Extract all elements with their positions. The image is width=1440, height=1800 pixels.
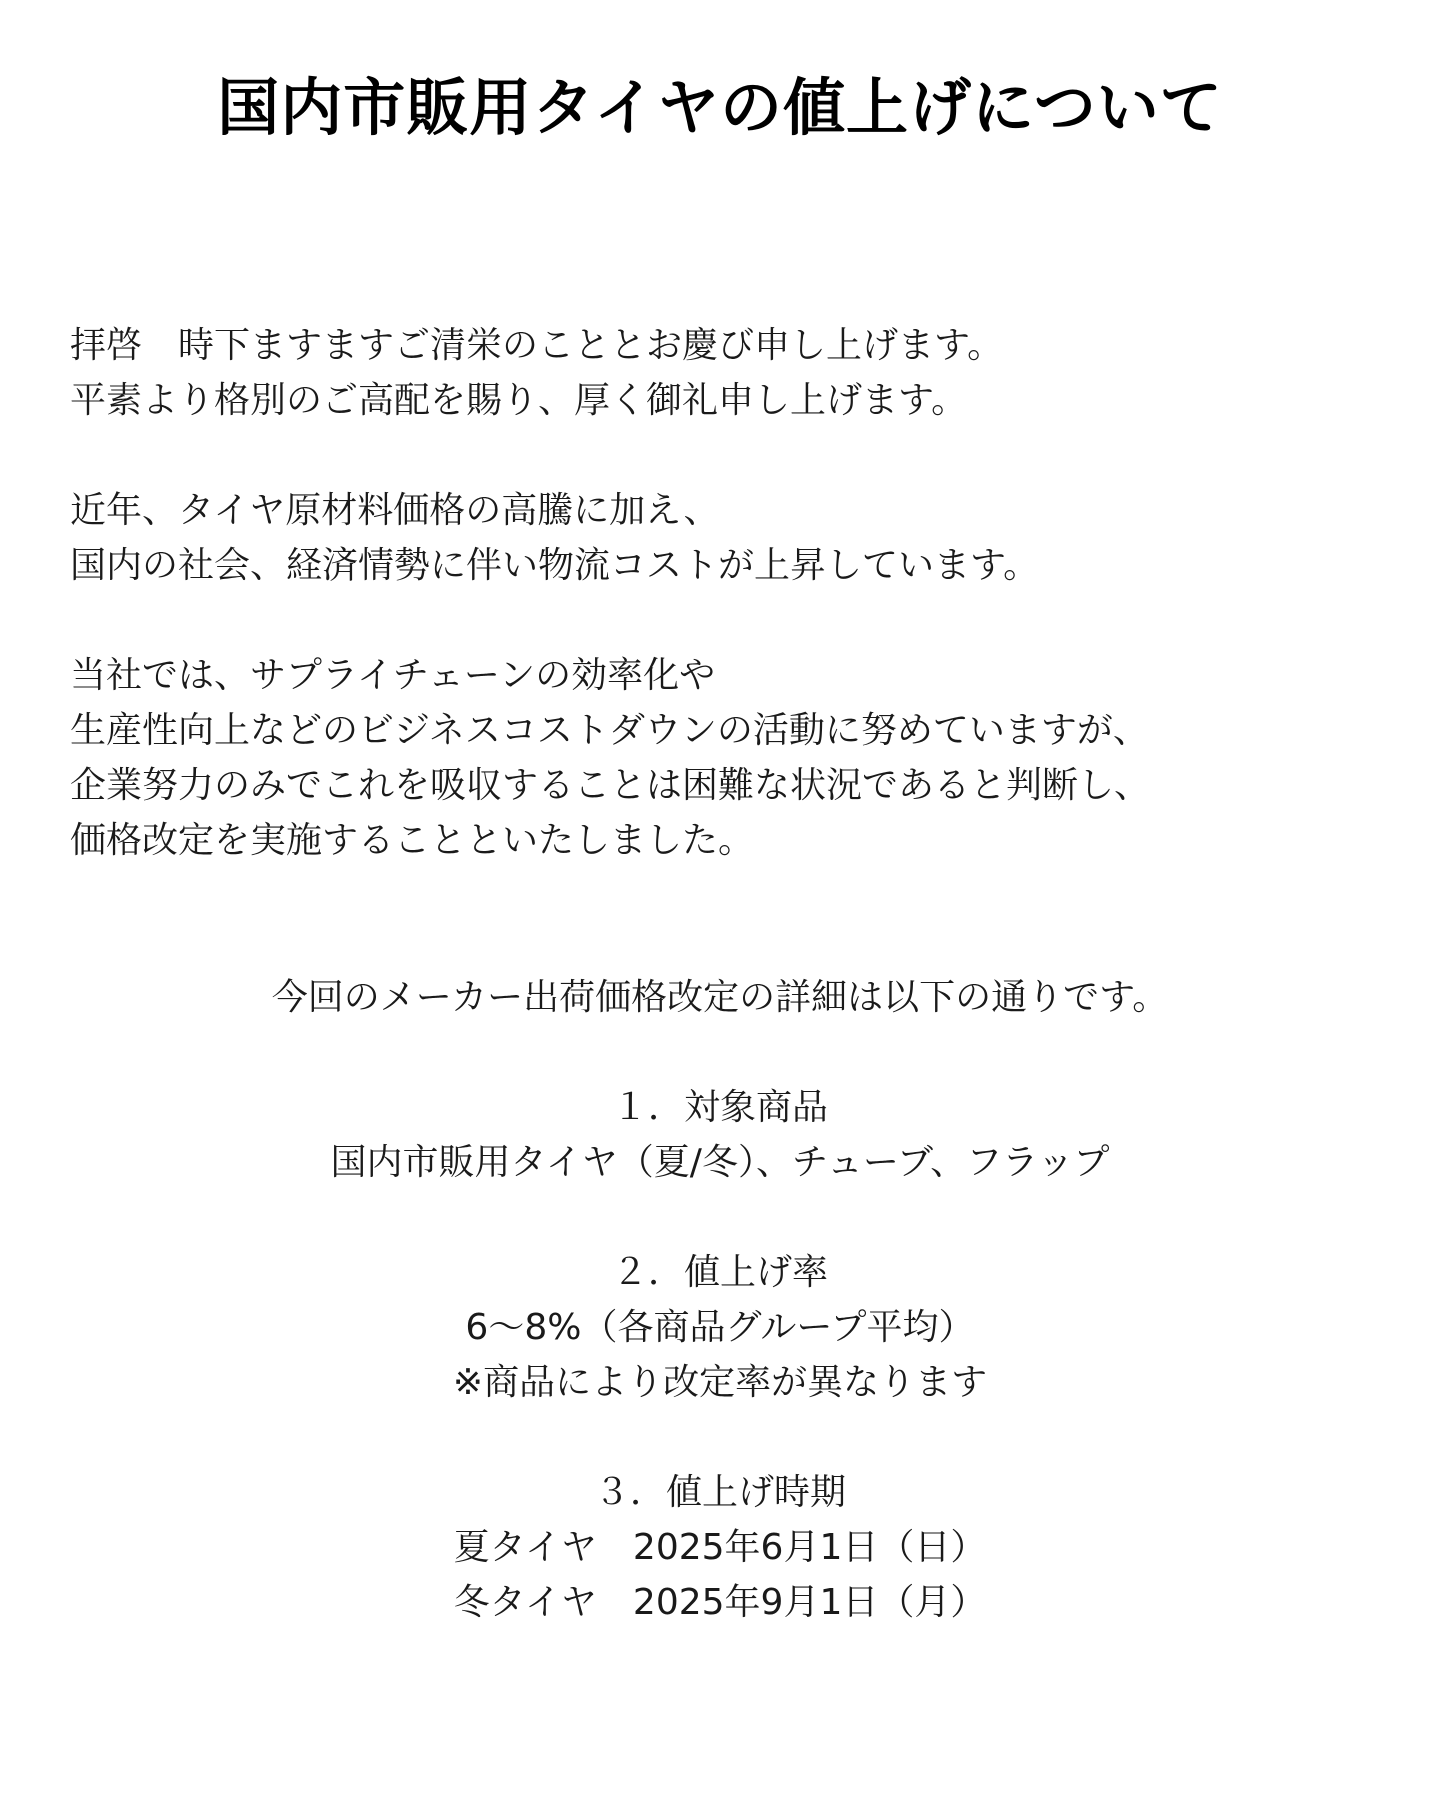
item3-line-1: 夏タイヤ 2025年6月1日（日） [453,1527,987,1568]
decision-line-3: 企業努力のみでこれを吸収することは困難な状況であると判断し、 [70,765,1151,806]
item2-heading: ２．値上げ率 [611,1252,828,1293]
background-paragraph [70,483,1390,593]
details-lead: 今回のメーカー出荷価格改定の詳細は以下の通りです。 [271,977,1169,1018]
item2-line-2: ※商品により改定率が異なります [452,1362,988,1403]
item1-heading: １．対象商品 [611,1087,828,1128]
decision-paragraph [70,648,1390,868]
item3-heading: ３．値上げ時期 [593,1472,846,1513]
item3-line-2: 冬タイヤ 2025年9月1日（月） [453,1582,987,1623]
background-line-2: 国内の社会、経済情勢に伴い物流コストが上昇しています。 [70,545,1040,586]
decision-line-4: 価格改定を実施することといたしました。 [70,820,755,861]
decision-line-2: 生産性向上などのビジネスコストダウンの活動に努めていますが、 [70,710,1149,751]
greeting-line-1: 拝啓 時下ますますご清栄のこととお慶び申し上げます。 [70,325,1004,366]
revision-details [0,970,1440,1630]
greeting-line-2: 平素より格別のご高配を賜り、厚く御礼申し上げます。 [70,380,968,421]
item2-line-1: 6～8%（各商品グループ平均） [465,1307,975,1348]
page-title: 国内市販用タイヤの値上げについて [217,71,1223,144]
decision-line-1: 当社では、サプライチェーンの効率化や [70,655,716,696]
greeting-paragraph [70,318,1390,428]
background-line-1: 近年、タイヤ原材料価格の高騰に加え、 [70,490,720,531]
intro-body [70,318,1390,923]
item1-line-1: 国内市販用タイヤ（夏/冬）、チューブ、フラップ [330,1142,1110,1183]
